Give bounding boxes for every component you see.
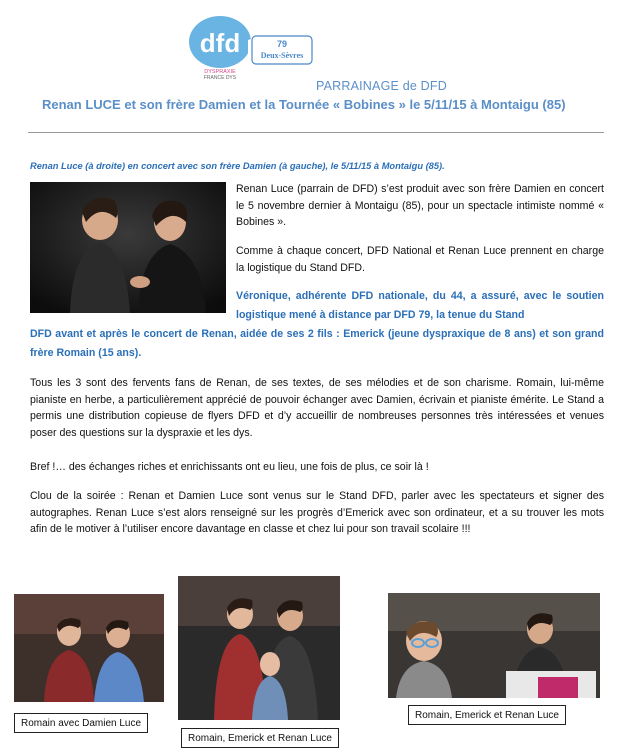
logo-line2: FRANCE DYS — [203, 75, 237, 80]
paragraph-4: Tous les 3 sont des fervents fans de Renan, de ses textes, de ses mélodies et de son charisme. Romain, lui-même pianiste en herbe, a particulièrement apprécié de pouvoir échanger avec Damien, écrivain et pianiste émérite. Le Stand a permis une distribution copieuse de flyers DFD et d’y accueillir de nombreuses personnes très intéressées et venues poser des questions sur la dyspraxie et les dys. — [30, 377, 604, 439]
photo-romain-damien — [14, 594, 164, 702]
page-title: PARRAINAGE de DFD — [316, 79, 447, 93]
photo-caption-middle: Romain, Emerick et Renan Luce — [181, 728, 339, 748]
paragraph-1: Renan Luce (parrain de DFD) s’est produit avec son frère Damien en concert le 5 novembre dernier à Montaigu (85), pour un spectacle intimiste nommé « Bobines ». — [236, 183, 604, 228]
logo-badge-number: 79 — [276, 39, 288, 49]
paragraph-5: Bref !… des échanges riches et enrichissants ont eu lieu, une fois de plus, ce soir là ! — [30, 461, 429, 473]
photo-emerick-signing — [388, 593, 600, 698]
main-photo-caption: Renan Luce (à droite) en concert avec son frère Damien (à gauche), le 5/11/15 à Montaigu (85). — [30, 161, 445, 171]
divider — [28, 132, 604, 133]
photo-caption-right: Romain, Emerick et Renan Luce — [408, 705, 566, 725]
dfd-logo — [186, 14, 326, 80]
concert-photo — [30, 182, 226, 313]
paragraph-2: Comme à chaque concert, DFD National et Renan Luce prennent en charge la logistique du Stand DFD. — [236, 245, 604, 274]
page-subtitle: Renan LUCE et son frère Damien et la Tournée « Bobines » le 5/11/15 à Montaigu (85) — [42, 97, 566, 112]
paragraph-3a: Véronique, adhérente DFD nationale, du 44, a assuré, avec le soutien logistique mené à distance par DFD 79, la tenue du Stand — [236, 290, 604, 321]
logo-badge-region: Deux-Sèvres — [260, 51, 304, 60]
photo-romain-emerick-renan — [178, 576, 340, 720]
logo-line1: DYSPRAXIE — [204, 69, 236, 75]
paragraph-6: Clou de la soirée : Renan et Damien Luce sont venus sur le Stand DFD, parler avec les spectateurs et signer des autographes. Renan Luce s’est alors renseigné sur les progrès d’Emerick avec son ordinateur, et a su trouver les mots afin de le motiver à l’utiliser encore davantage en classe et chez lui pour son travail scolaire !!! — [30, 490, 604, 535]
photo-caption-left: Romain avec Damien Luce — [14, 713, 148, 733]
paragraph-3b: DFD avant et après le concert de Renan, aidée de ses 2 fils : Emerick (jeune dyspraxique de 8 ans) et son grand frère Romain (15 ans). — [30, 328, 604, 359]
logo-mark: dfd — [199, 28, 241, 58]
